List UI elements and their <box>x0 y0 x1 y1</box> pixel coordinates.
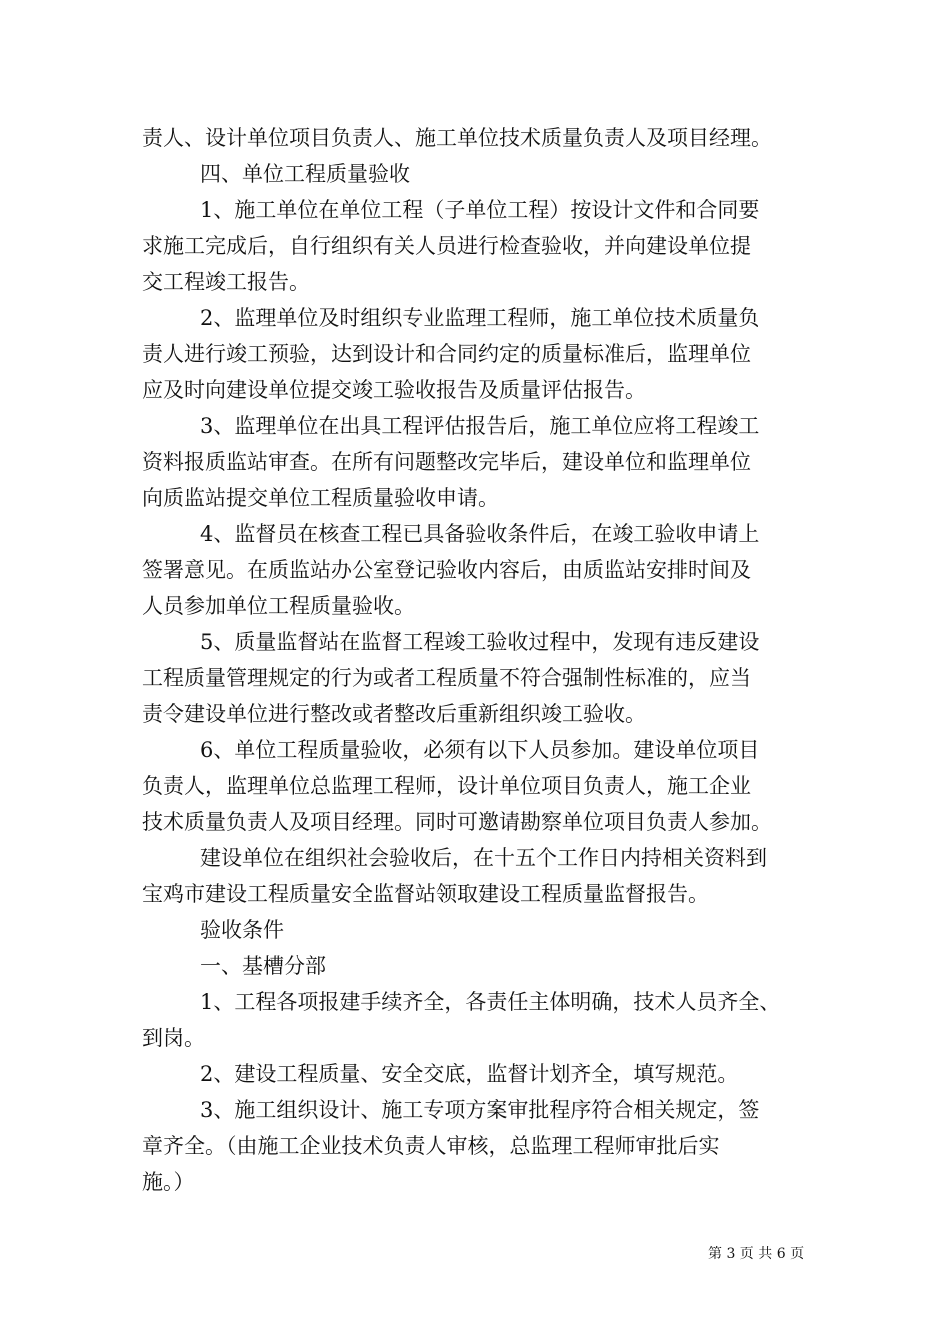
text-line: 责令建设单位进行整改或者整改后重新组织竣工验收。 <box>142 702 646 726</box>
page-number: 第 3 页 共 6 页 <box>708 1246 805 1262</box>
text-line: 施。） <box>142 1170 195 1194</box>
text-line: 4、监督员在核查工程已具备验收条件后，在竣工验收申请上 <box>200 522 760 546</box>
paragraph <box>142 1092 810 1200</box>
paragraph <box>142 732 810 840</box>
text-line: 交工程竣工报告。 <box>142 270 310 294</box>
text-line: 四、单位工程质量验收 <box>200 162 410 186</box>
text-line: 应及时向建设单位提交竣工验收报告及质量评估报告。 <box>142 378 646 402</box>
text-line: 责人进行竣工预验，达到设计和合同约定的质量标准后，监理单位 <box>142 342 751 366</box>
text-line: 资料报质监站审查。在所有问题整改完毕后，建设单位和监理单位 <box>142 450 751 474</box>
paragraph <box>142 156 810 192</box>
paragraph <box>142 912 810 948</box>
paragraph <box>142 984 810 1056</box>
paragraph <box>142 840 810 912</box>
paragraph <box>142 192 810 300</box>
text-line: 签署意见。在质监站办公室登记验收内容后，由质监站安排时间及 <box>142 558 751 582</box>
text-line: 1、施工单位在单位工程（子单位工程）按设计文件和合同要 <box>200 198 760 222</box>
text-line: 负责人，监理单位总监理工程师，设计单位项目负责人，施工企业 <box>142 774 751 798</box>
document-body <box>142 120 810 1200</box>
text-line: 3、监理单位在出具工程评估报告后，施工单位应将工程竣工 <box>200 414 760 438</box>
text-line: 5、质量监督站在监督工程竣工验收过程中，发现有违反建设 <box>200 630 760 654</box>
text-line: 验收条件 <box>200 918 284 942</box>
text-line: 求施工完成后，自行组织有关人员进行检查验收，并向建设单位提 <box>142 234 751 258</box>
text-line: 1、工程各项报建手续齐全，各责任主体明确，技术人员齐全、 <box>200 990 781 1014</box>
paragraph <box>142 300 810 408</box>
text-line: 到岗。 <box>142 1026 205 1050</box>
text-line: 一、基槽分部 <box>200 954 326 978</box>
text-line: 章齐全。（由施工企业技术负责人审核，总监理工程师审批后实 <box>142 1134 720 1158</box>
paragraph <box>142 516 810 624</box>
paragraph <box>142 120 810 156</box>
text-line: 3、施工组织设计、施工专项方案审批程序符合相关规定，签 <box>200 1098 760 1122</box>
text-line: 宝鸡市建设工程质量安全监督站领取建设工程质量监督报告。 <box>142 882 709 906</box>
paragraph <box>142 624 810 732</box>
text-line: 责人、设计单位项目负责人、施工单位技术质量负责人及项目经理。 <box>142 126 772 150</box>
text-line: 2、监理单位及时组织专业监理工程师，施工单位技术质量负 <box>200 306 760 330</box>
text-line: 建设单位在组织社会验收后，在十五个工作日内持相关资料到 <box>200 846 767 870</box>
paragraph <box>142 408 810 516</box>
text-line: 2、建设工程质量、安全交底，监督计划齐全，填写规范。 <box>200 1062 739 1086</box>
text-line: 工程质量管理规定的行为或者工程质量不符合强制性标准的，应当 <box>142 666 751 690</box>
text-line: 向质监站提交单位工程质量验收申请。 <box>142 486 499 510</box>
text-line: 技术质量负责人及项目经理。同时可邀请勘察单位项目负责人参加。 <box>142 810 772 834</box>
text-line: 人员参加单位工程质量验收。 <box>142 594 415 618</box>
paragraph <box>142 1056 810 1092</box>
text-line: 6、单位工程质量验收，必须有以下人员参加。建设单位项目 <box>200 738 760 762</box>
paragraph <box>142 948 810 984</box>
